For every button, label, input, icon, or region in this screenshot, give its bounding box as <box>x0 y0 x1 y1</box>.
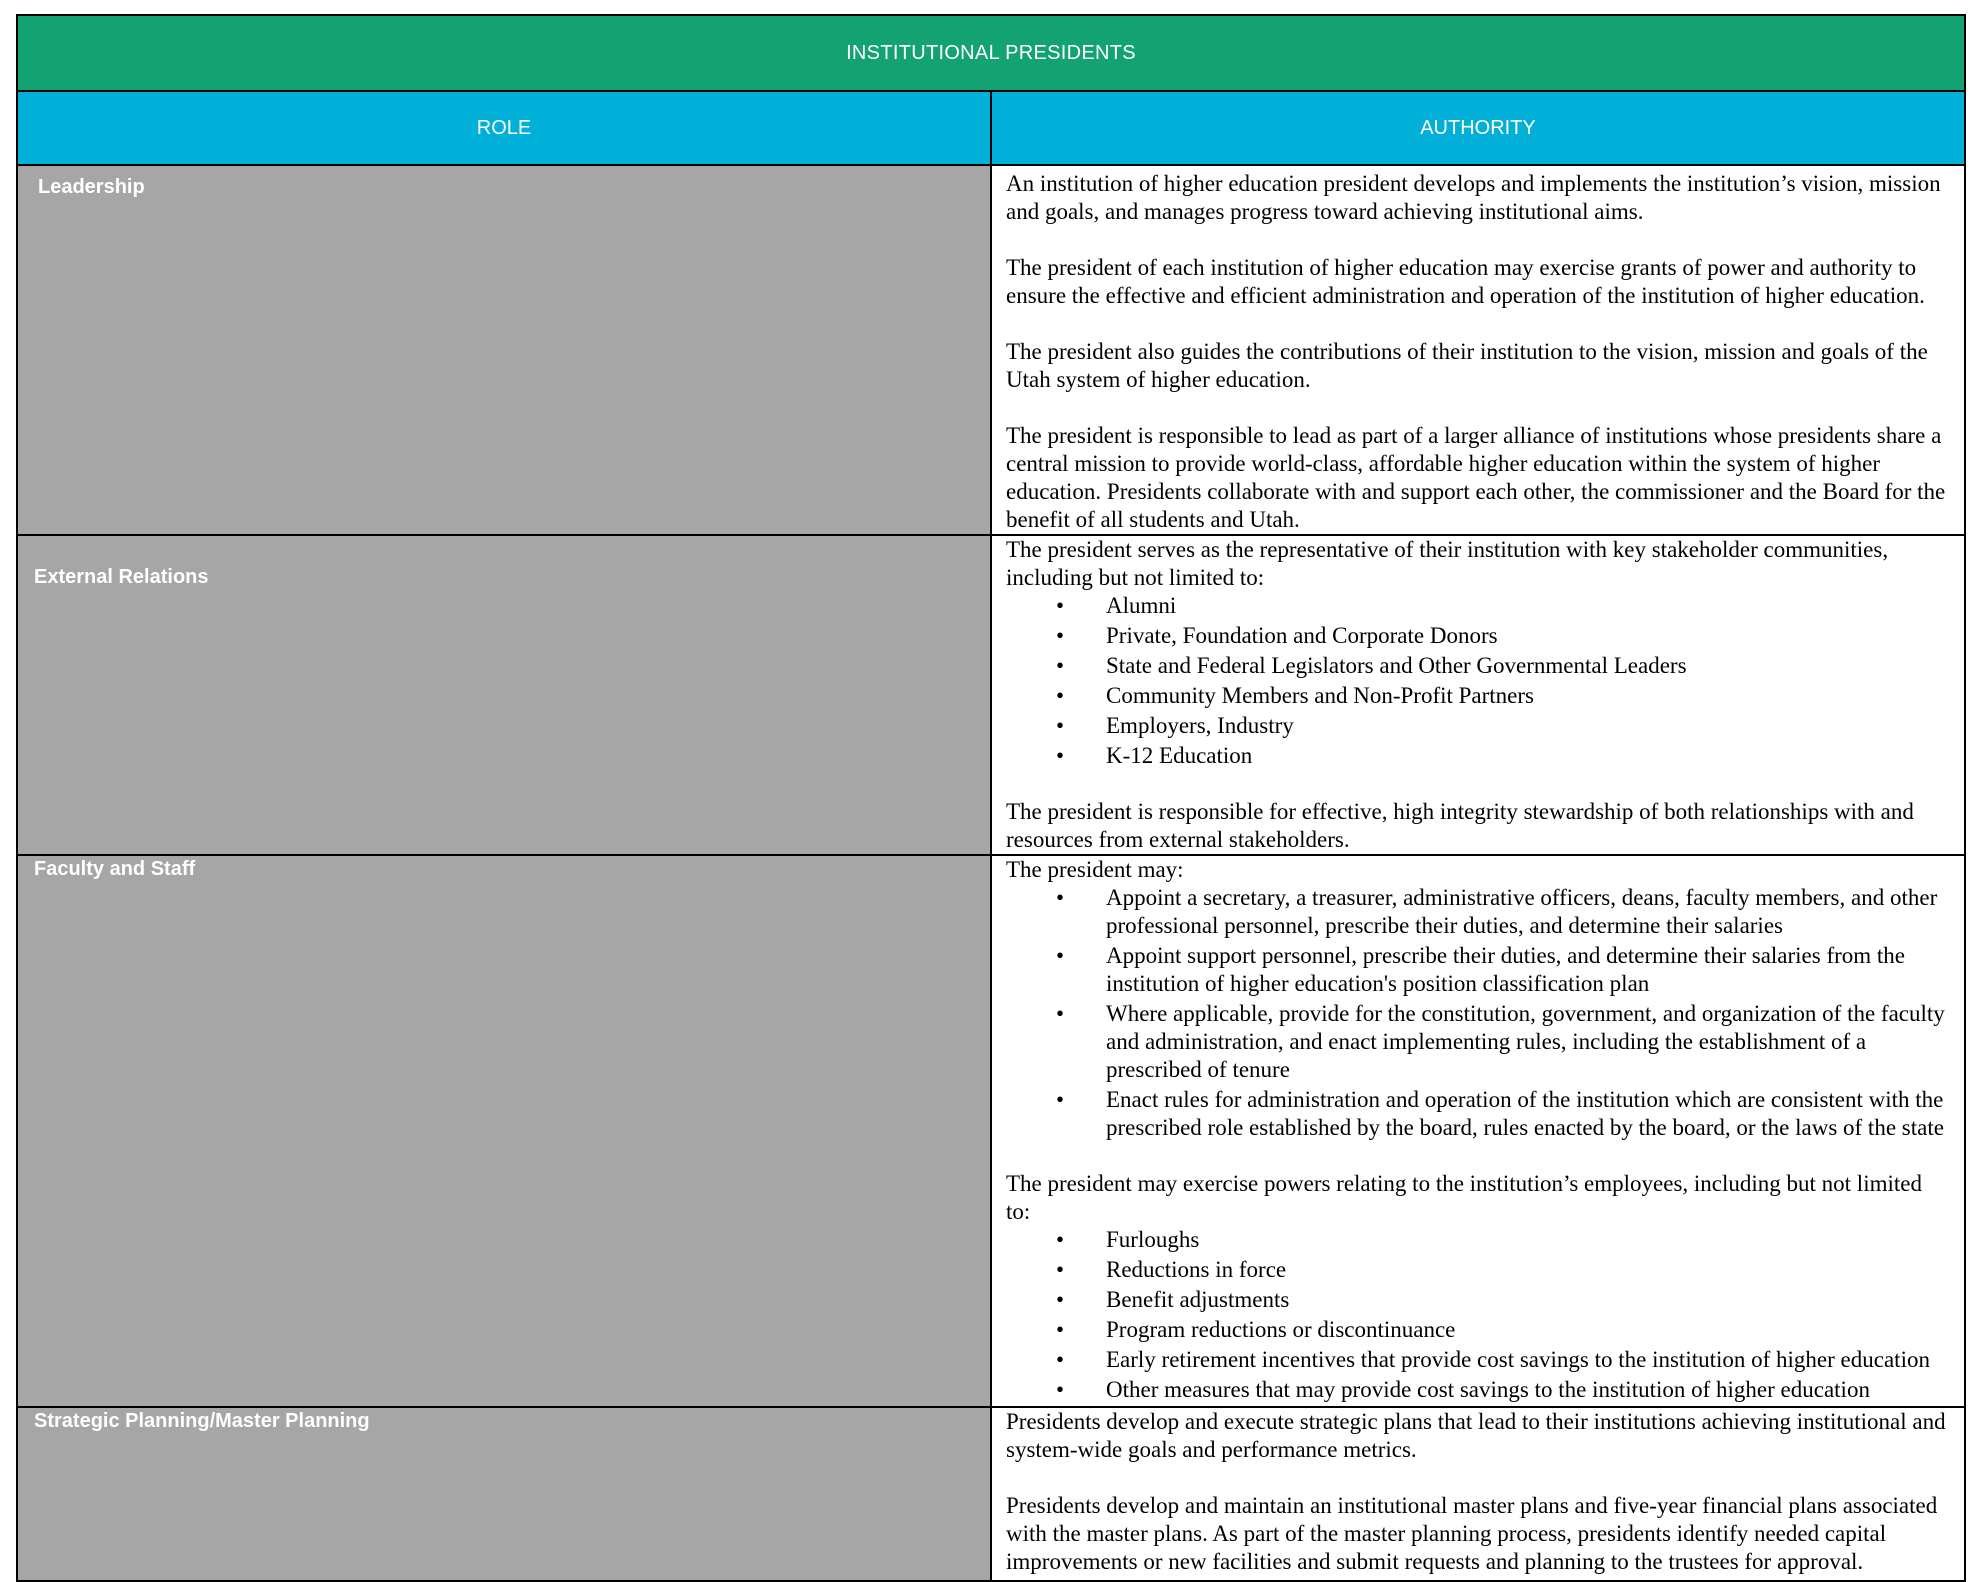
role-cell-leadership: Leadership <box>17 165 991 535</box>
authority-column-header: AUTHORITY <box>991 91 1965 165</box>
bullet-icon: • <box>1056 683 1065 708</box>
title-row <box>17 15 1965 91</box>
authority-cell-leadership <box>991 165 1965 535</box>
authority-paragraph: Presidents develop and execute strategic plans that lead to their institutions achieving institutional and system-wide goals and performance metrics. <box>1006 1409 1946 1462</box>
authority-paragraph: Presidents develop and maintain an institutional master plans and five-year financial plans associated with the master plans. As part of the master planning process, presidents identify needed capital improvements or new facilities and submit requests and planning to the trustees for approval. <box>1006 1493 1938 1574</box>
bullet-icon: • <box>1056 623 1065 648</box>
authority-cell-faculty-and-staff <box>991 855 1965 1407</box>
stakeholder-list <box>1006 592 1950 770</box>
bullet-icon: • <box>1056 885 1065 910</box>
president-powers-list <box>1006 884 1950 1142</box>
authority-cell-external-relations <box>991 535 1965 855</box>
list-item: • Reductions in force <box>1056 1257 1287 1282</box>
authority-intro: The president may: <box>1006 857 1184 882</box>
list-item: • Program reductions or discontinuance <box>1056 1317 1456 1342</box>
list-item: • Employers, Industry <box>1056 713 1294 738</box>
authority-closing: The president is responsible for effective, high integrity stewardship of both relationships with and resources from external stakeholders. <box>1006 799 1914 852</box>
bullet-icon: • <box>1056 943 1065 968</box>
authority-paragraph: An institution of higher education president develops and implements the institution’s vision, mission and goals, and manages progress toward achieving institutional aims. <box>1006 171 1941 224</box>
role-cell-strategic-planning: Strategic Planning/Master Planning <box>17 1407 991 1581</box>
bullet-icon: • <box>1056 593 1065 618</box>
list-item: • Early retirement incentives that provide cost savings to the institution of higher education <box>1056 1347 1930 1372</box>
table-row-external-relations <box>17 535 1965 855</box>
list-item: • Enact rules for administration and operation of the institution which are consistent with the prescribed role established by the board, rules enacted by the board, or the laws of the state <box>1056 1087 1944 1140</box>
authority-paragraph: The president is responsible to lead as part of a larger alliance of institutions whose presidents share a central mission to provide world-class, affordable higher education within the system of higher education. Presidents collaborate with and support each other, the commissioner and the Board for the benefit of all students and Utah. <box>1006 423 1946 532</box>
bullet-icon: • <box>1056 1347 1065 1372</box>
role-column-header: ROLE <box>17 91 991 165</box>
list-item: • Community Members and Non-Profit Partners <box>1056 683 1535 708</box>
authority-paragraph: The president of each institution of higher education may exercise grants of power and authority to ensure the effective and efficient administration and operation of the institution of higher education. <box>1006 255 1925 308</box>
list-item: • Benefit adjustments <box>1056 1287 1290 1312</box>
authority-paragraph: The president also guides the contributions of their institution to the vision, mission and goals of the Utah system of higher education. <box>1006 339 1928 392</box>
list-item: • Private, Foundation and Corporate Donors <box>1056 623 1498 648</box>
table-row-leadership <box>17 165 1965 535</box>
bullet-icon: • <box>1056 1257 1065 1282</box>
role-cell-faculty-and-staff: Faculty and Staff <box>17 855 991 1407</box>
bullet-icon: • <box>1056 1001 1065 1026</box>
list-item: • Where applicable, provide for the constitution, government, and organization of the faculty and administration, and enact implementing rules, including the establishment of a prescribed of tenure <box>1056 1001 1945 1082</box>
institutional-presidents-table <box>16 14 1966 1582</box>
table-row-strategic-planning <box>17 1407 1965 1581</box>
bullet-icon: • <box>1056 1317 1065 1342</box>
employee-powers-list <box>1006 1226 1950 1404</box>
bullet-icon: • <box>1056 1087 1065 1112</box>
bullet-icon: • <box>1056 653 1065 678</box>
bullet-icon: • <box>1056 743 1065 768</box>
bullet-icon: • <box>1056 1227 1065 1252</box>
list-item: • Other measures that may provide cost savings to the institution of higher education <box>1056 1377 1870 1402</box>
table-row-faculty-and-staff <box>17 855 1965 1407</box>
bullet-icon: • <box>1056 713 1065 738</box>
header-row <box>17 91 1965 165</box>
authority-intro-2: The president may exercise powers relating to the institution’s employees, including but not limited to: <box>1006 1171 1922 1224</box>
bullet-icon: • <box>1056 1287 1065 1312</box>
role-cell-external-relations: External Relations <box>17 535 991 855</box>
list-item: • Appoint a secretary, a treasurer, administrative officers, deans, faculty members, and other professional personnel, prescribe their duties, and determine their salaries <box>1056 885 1938 938</box>
list-item: • State and Federal Legislators and Other Governmental Leaders <box>1056 653 1687 678</box>
authority-intro: The president serves as the representative of their institution with key stakeholder communities, including but not limited to: <box>1006 537 1889 590</box>
list-item: • Furloughs <box>1056 1227 1200 1252</box>
list-item: • K-12 Education <box>1056 743 1253 768</box>
list-item: • Alumni <box>1056 593 1177 618</box>
table-title: INSTITUTIONAL PRESIDENTS <box>17 15 1965 91</box>
list-item: • Appoint support personnel, prescribe their duties, and determine their salaries from the institution of higher education's position classification plan <box>1056 943 1906 996</box>
bullet-icon: • <box>1056 1377 1065 1402</box>
authority-cell-strategic-planning <box>991 1407 1965 1581</box>
